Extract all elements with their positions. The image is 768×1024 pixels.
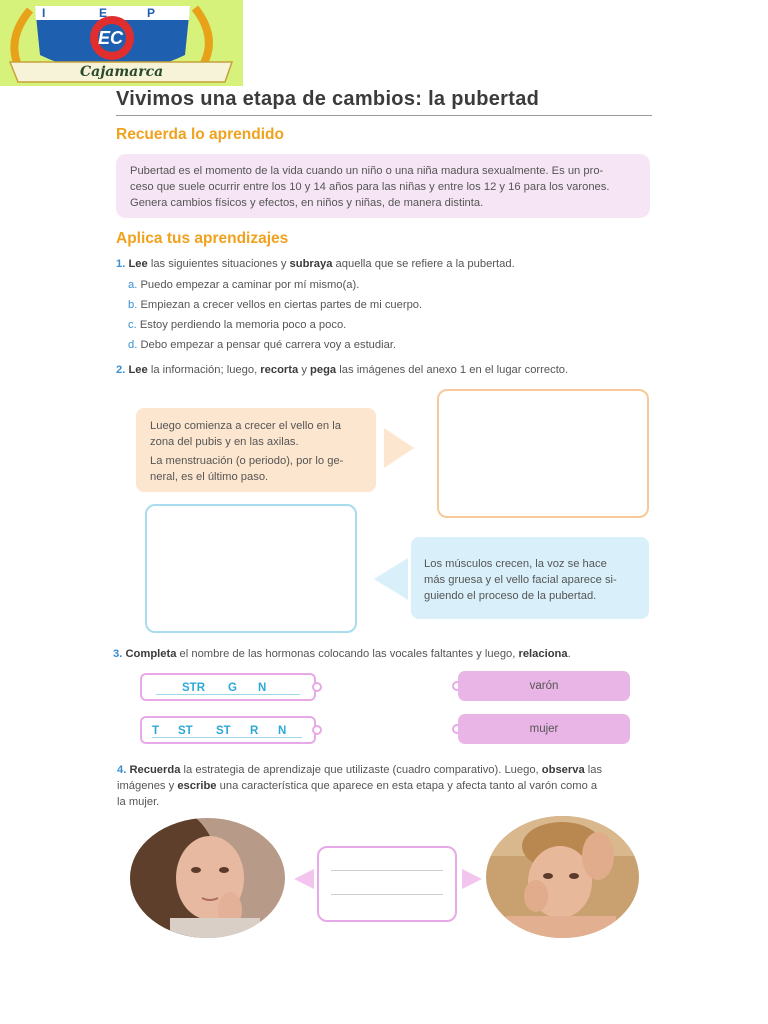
info-paragraph xyxy=(150,453,370,485)
question-text: la estrategia de aprendizaje que utilizaste (cuadro comparativo). Luego, xyxy=(180,764,542,776)
keyword: Completa xyxy=(125,648,177,660)
question-text: imágenes y xyxy=(117,780,178,792)
hormone-letters: G xyxy=(228,682,237,694)
keyword: relaciona xyxy=(518,648,568,660)
hormone-letters: R xyxy=(250,725,259,737)
label-varon: varón xyxy=(458,671,630,701)
question-text: las siguientes situaciones y xyxy=(147,258,290,270)
keyword: Lee xyxy=(128,364,148,376)
answer-line xyxy=(331,894,443,895)
option-c xyxy=(128,319,346,331)
option-text: Debo empezar a pensar qué carrera voy a estudiar. xyxy=(140,339,397,351)
question-line: la mujer. xyxy=(117,796,160,808)
question-3 xyxy=(113,646,571,662)
section-heading-recuerda: Recuerda lo aprendido xyxy=(116,126,284,143)
option-b xyxy=(128,299,422,311)
hormone-letters: ST xyxy=(216,725,231,737)
info-line: más gruesa y el vello facial aparece si- xyxy=(424,574,617,586)
fill-line xyxy=(152,737,302,738)
logo-monogram: EC xyxy=(98,28,124,48)
question-line xyxy=(117,778,641,794)
keyword: escribe xyxy=(177,780,217,792)
info-line: zona del pubis y en las axilas. xyxy=(150,436,299,448)
hormone-letters: ST xyxy=(178,725,193,737)
paste-area-1[interactable] xyxy=(437,389,649,518)
keyword: subraya xyxy=(289,258,333,270)
question-text: las xyxy=(584,764,603,776)
logo-city: Cajamarca xyxy=(80,64,164,80)
title-divider xyxy=(116,115,652,116)
school-logo xyxy=(0,0,243,86)
fill-line xyxy=(156,694,300,695)
info-paragraph xyxy=(150,418,370,450)
info-line: neral, es el último paso. xyxy=(150,471,269,483)
keyword: observa xyxy=(541,764,585,776)
answer-line xyxy=(331,870,443,871)
arrow-right-icon xyxy=(380,426,418,470)
option-d xyxy=(128,339,396,351)
question-text: . xyxy=(567,648,571,660)
option-a xyxy=(128,279,359,291)
hormone-field-testosterona[interactable] xyxy=(140,716,316,744)
question-text: aquella que se refiere a la pubertad. xyxy=(332,258,515,270)
definition-line: Genera cambios físicos y efectos, en niños y niñas, de manera distinta. xyxy=(130,197,484,209)
definition-line: ceso que suele ocurrir entre los 10 y 14 años para las niñas y entre los 12 y 16 para los varones. xyxy=(130,181,610,193)
question-text: las imágenes del anexo 1 en el lugar correcto. xyxy=(336,364,569,376)
question-2 xyxy=(116,362,568,378)
option-letter: d. xyxy=(128,339,138,351)
info-paragraph xyxy=(424,556,640,604)
info-line: Los músculos crecen, la voz se hace xyxy=(424,558,607,570)
hormone-letters: T xyxy=(152,725,160,737)
option-letter: a. xyxy=(128,279,138,291)
keyword: Recuerda xyxy=(129,764,181,776)
question-number: 2. xyxy=(116,364,126,376)
question-line xyxy=(117,762,641,778)
photo-girl-acne xyxy=(130,818,285,938)
logo-letter: E xyxy=(99,6,108,20)
info-line: guiendo el proceso de la pubertad. xyxy=(424,590,597,602)
question-text: y xyxy=(298,364,311,376)
question-text: el nombre de las hormonas colocando las vocales faltantes y luego, xyxy=(176,648,519,660)
connector-dot[interactable] xyxy=(312,725,322,735)
answer-box[interactable] xyxy=(317,846,457,922)
question-4 xyxy=(117,762,641,810)
logo-letter: P xyxy=(147,6,156,20)
option-text: Estoy perdiendo la memoria poco a poco. xyxy=(139,319,347,331)
question-number: 4. xyxy=(117,764,127,776)
keyword: pega xyxy=(310,364,337,376)
arrow-left-icon xyxy=(292,868,316,890)
question-number: 1. xyxy=(116,258,126,270)
question-text: la información; luego, xyxy=(147,364,261,376)
connector-dot[interactable] xyxy=(312,682,322,692)
info-line: Luego comienza a crecer el vello en la xyxy=(150,420,341,432)
logo-letter: I xyxy=(42,6,84,20)
hormone-letters: N xyxy=(278,725,287,737)
definition-line: Pubertad es el momento de la vida cuando un niño o una niña madura sexualmente. Es un pro- xyxy=(130,165,604,177)
hormone-field-estrogeno[interactable] xyxy=(140,673,316,701)
photo-boy-acne xyxy=(486,816,639,938)
section-heading-aplica: Aplica tus aprendizajes xyxy=(116,230,289,247)
arrow-right-icon xyxy=(460,868,484,890)
question-number: 3. xyxy=(113,648,123,660)
definition-text xyxy=(130,163,642,211)
label-mujer: mujer xyxy=(458,714,630,744)
option-text: Puedo empezar a caminar por mí mismo(a). xyxy=(140,279,360,291)
arrow-left-icon xyxy=(370,556,410,602)
hormone-letters: STR xyxy=(182,682,205,694)
option-letter: b. xyxy=(128,299,138,311)
paste-area-2[interactable] xyxy=(145,504,357,633)
page-title: Vivimos una etapa de cambios: la pubertad xyxy=(116,88,540,110)
info-line: La menstruación (o periodo), por lo ge- xyxy=(150,455,344,467)
hormone-letters: N xyxy=(258,682,267,694)
question-1 xyxy=(116,256,515,272)
keyword: Lee xyxy=(128,258,148,270)
option-text: Empiezan a crecer vellos en ciertas partes de mi cuerpo. xyxy=(140,299,423,311)
question-text: una característica que aparece en esta etapa y afecta tanto al varón como a xyxy=(216,780,598,792)
option-letter: c. xyxy=(128,319,137,331)
keyword: recorta xyxy=(260,364,299,376)
